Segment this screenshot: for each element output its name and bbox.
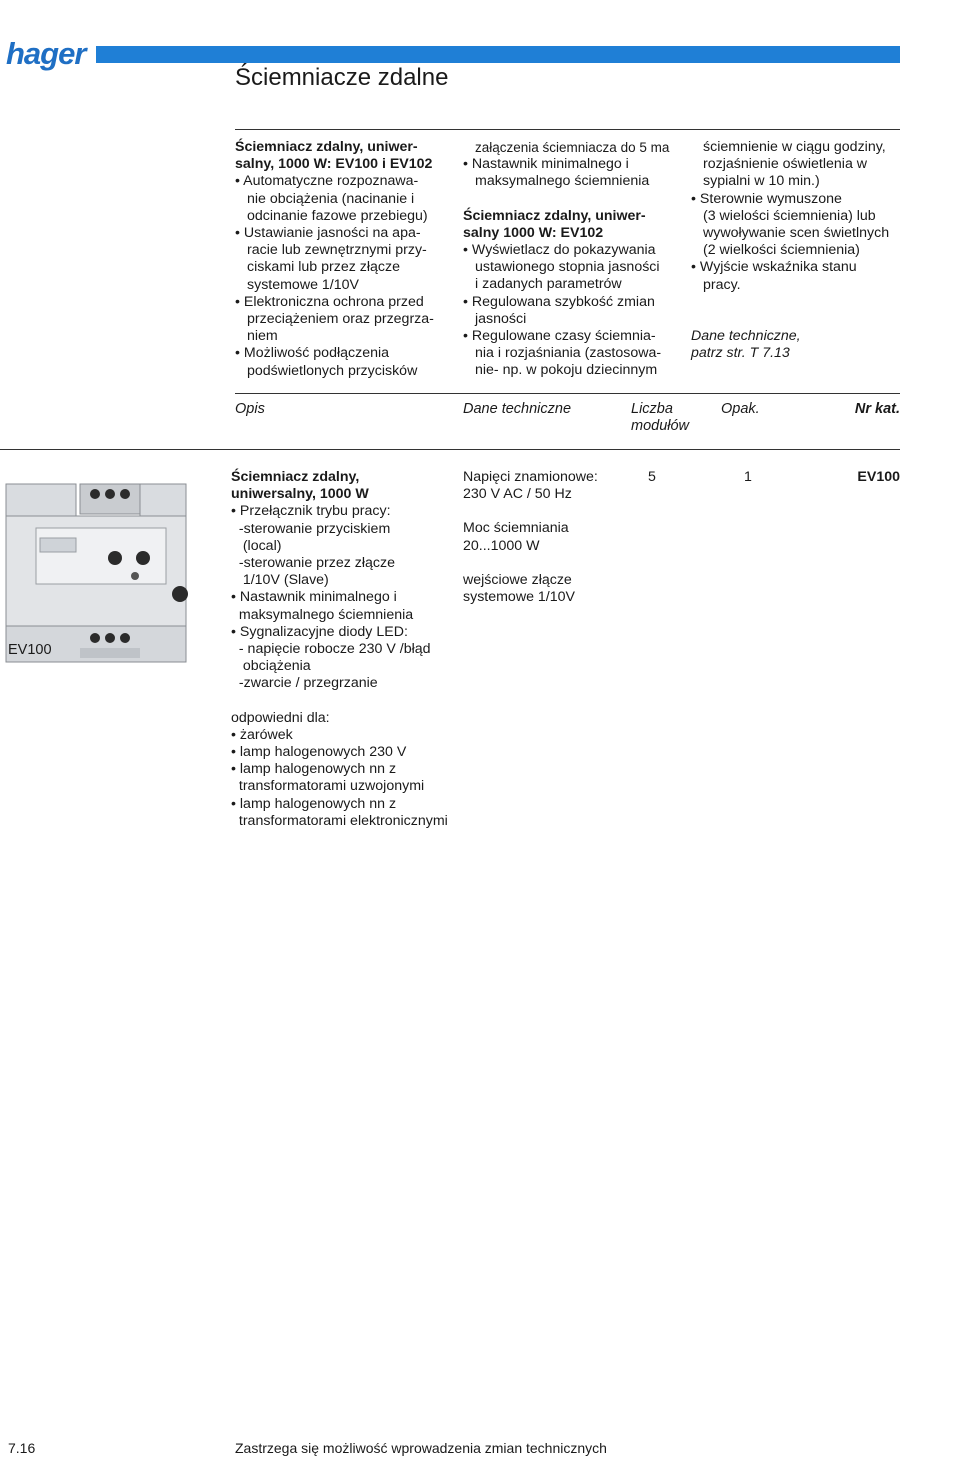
description-line: -sterowanie przez złącze (231, 555, 396, 572)
intro-bullet: • Wyjście wskaźnika stanu pracy. (691, 259, 857, 293)
suitable-heading: odpowiedni dla: (231, 709, 330, 726)
intro-column-3 (691, 139, 906, 362)
tech-input: wejściowe złącze systemowe 1/10V (463, 571, 575, 606)
intro-column-2 (463, 139, 678, 380)
intro-bullet: • Automatyczne rozpoznawa- nie obciążenia (nacinanie i odcinanie fazowe przebiegu) (235, 173, 428, 224)
column-header-nrkat: Nr kat. (854, 401, 900, 417)
intro-bullet: • Możliwość podłączenia podświetlonych przycisków (235, 345, 418, 379)
intro-column-1 (235, 139, 450, 380)
header-divider (235, 129, 900, 130)
description-line: maksymalnego ściemnienia (231, 606, 414, 623)
description-line: -sterowanie przyciskiem (231, 520, 391, 537)
description-line: -zwarcie / przegrzanie (231, 675, 378, 692)
column-header-opis: Opis (235, 401, 265, 417)
intro-heading-ev100-ev102: Ściemniacz zdalny, uniwer- salny, 1000 W: EV100 i EV102 (235, 139, 433, 173)
pack-quantity: 1 (744, 469, 752, 485)
product-title: Ściemniacz zdalny, uniwersalny, 1000 W (231, 469, 369, 503)
table-top-divider (235, 393, 900, 394)
intro-bullet: • Regulowana szybkość zmian jasności (463, 293, 655, 327)
product-image-label: EV100 (8, 642, 52, 658)
tech-voltage: Napięci znamionowe: 230 V AC / 50 Hz (463, 469, 598, 503)
column-header-opak: Opak. (721, 401, 760, 417)
page-title: Ściemniacze zdalne (235, 64, 449, 91)
intro-lead: ściemnienie w ciągu godziny, rozjaśnienie oświetlenia w sypialni w 10 min.) (703, 139, 886, 190)
description-line: - napięcie robocze 230 V /błąd (231, 641, 431, 658)
tech-data-reference: Dane techniczne, patrz str. T 7.13 (691, 327, 801, 362)
page-number: 7.16 (8, 1440, 36, 1456)
suitable-line: • lamp halogenowych nn z (231, 761, 397, 778)
suitable-line: • żarówek (231, 726, 293, 743)
suitable-line: • lamp halogenowych nn z (231, 795, 397, 812)
intro-bullet: • Ustawianie jasności na apa- racie lub zewnętrznymi przy- ciskami lub przez złącze systemowe 1/10V (235, 225, 427, 293)
module-count: 5 (648, 469, 656, 485)
description-line: obciążenia (231, 658, 311, 675)
suitable-line: • lamp halogenowych 230 V (231, 744, 407, 761)
suitable-line: transformatorami elektronicznymi (231, 812, 448, 829)
intro-bullet: • Nastawnik minimalnego i maksymalnego ściemnienia (463, 156, 650, 190)
column-header-dane: Dane techniczne (463, 401, 572, 417)
description-line: • Przełącznik trybu pracy: (231, 503, 391, 520)
technical-data (463, 469, 628, 606)
description-line: • Nastawnik minimalnego i (231, 589, 397, 606)
intro-bullet: • Wyświetlacz do pokazywania ustawionego stopnia jasności i zadanych parametrów (463, 242, 660, 293)
column-header-liczba: Liczba modułów (631, 401, 690, 434)
header-bar (96, 46, 900, 63)
product-description (231, 469, 463, 830)
table-header-divider (0, 449, 900, 450)
tech-power: Moc ściemniania 20...1000 W (463, 520, 569, 554)
catalog-number: EV100 (857, 469, 900, 485)
description-line: • Sygnalizacyjne diody LED: (231, 623, 408, 640)
footer-note: Zastrzega się możliwość wprowadzenia zmian technicznych (235, 1440, 607, 1456)
description-line: (local) (231, 537, 282, 554)
description-line: 1/10V (Slave) (231, 572, 329, 589)
suitable-line: transformatorami uzwojonymi (231, 778, 425, 795)
hager-logo: hager (6, 36, 86, 71)
intro-bullet: • Sterownie wymuszone (3 wielości ściemnienia) lub wywoływanie scen świetlnych (2 wielkości ściemnienia) (691, 190, 890, 259)
intro-heading-ev102: Ściemniacz zdalny, uniwer- salny 1000 W: EV102 (463, 207, 646, 241)
intro-bullet: • Elektroniczna ochrona przed przeciążeniem oraz przegrza- niem (235, 293, 434, 345)
intro-bullet: • Regulowane czasy ściemnia- nia i rozjaśniania (zastosowa- nie- np. w pokoju dziecinnym (463, 328, 662, 379)
intro-lead: załączenia ściemniacza do 5 ma (475, 140, 670, 155)
